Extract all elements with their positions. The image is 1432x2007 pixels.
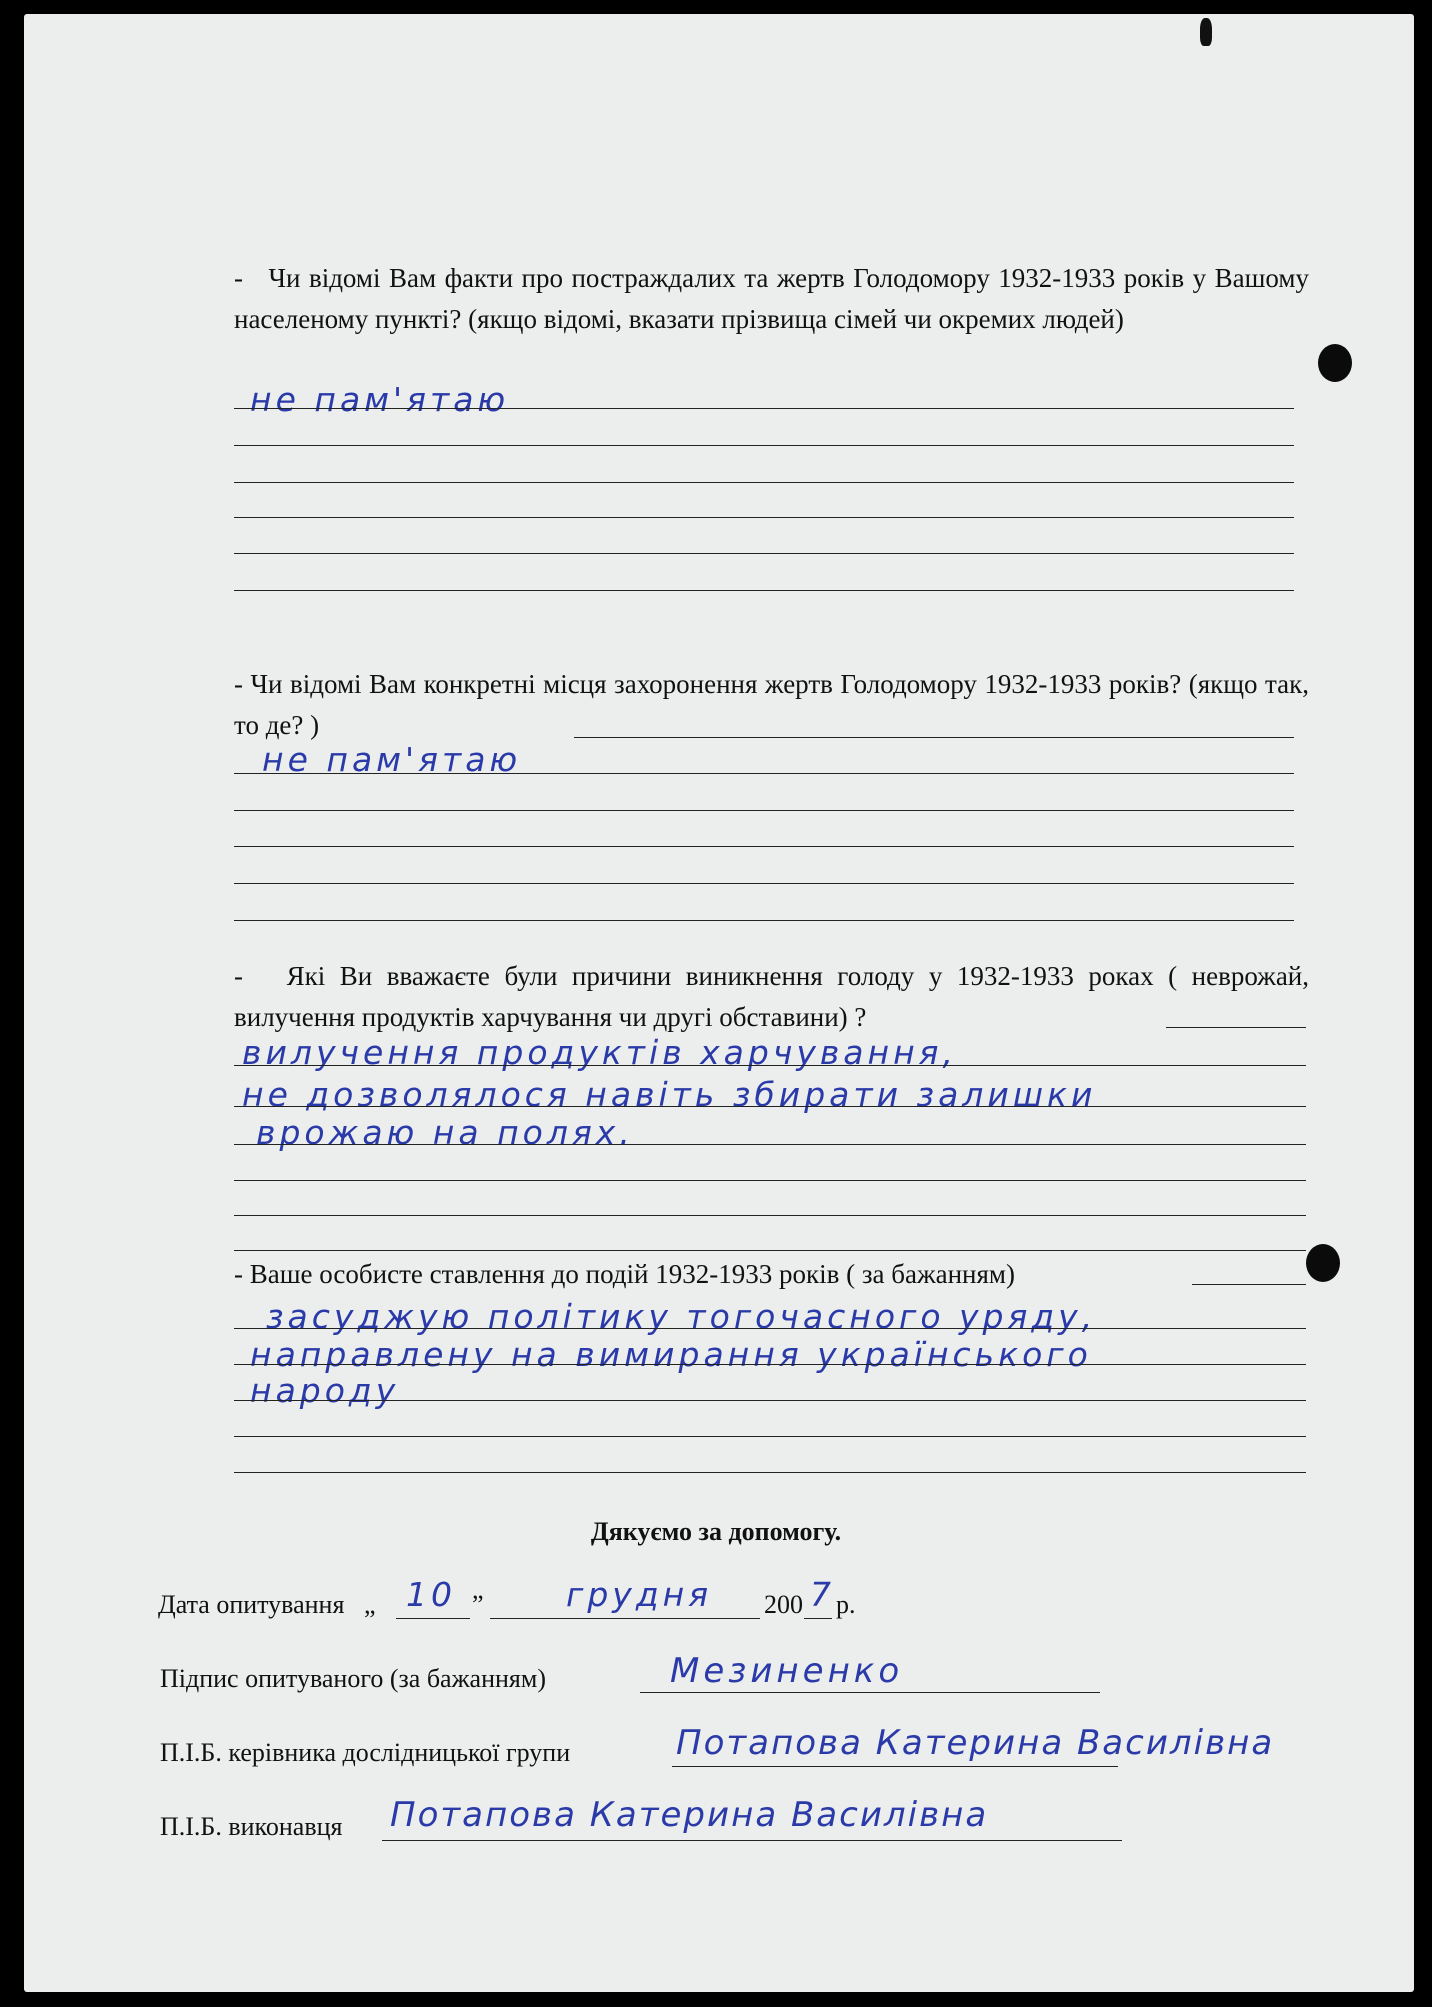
answer-line bbox=[234, 1106, 1306, 1107]
question-1-text: - Чи відомі Вам факти про постраждалих та жертв Голодомору 1932-1933 років у Вашому населеному пункті? (якщо відомі, вказати прізвища сімей чи окремих людей) bbox=[234, 263, 1309, 334]
question-4-text: - Ваше особисте ставлення до подій 1932-1933 років ( за бажанням) bbox=[234, 1259, 1015, 1289]
date-close-quote: ” bbox=[472, 1590, 484, 1619]
thanks-heading: Дякуємо за допомогу. bbox=[590, 1517, 842, 1546]
answer-line bbox=[574, 737, 1294, 738]
answer-line bbox=[234, 408, 1294, 409]
answer-line bbox=[234, 883, 1294, 884]
answer-line bbox=[234, 1144, 1306, 1145]
respondent-signature-line bbox=[640, 1692, 1100, 1693]
answer-line bbox=[234, 517, 1294, 518]
punch-hole-top bbox=[1318, 344, 1352, 382]
date-open-quote: „ bbox=[364, 1590, 376, 1619]
respondent-signature: Мезиненко bbox=[670, 1651, 904, 1691]
executor-line bbox=[382, 1840, 1122, 1841]
pin-mark bbox=[1200, 18, 1212, 46]
date-year-line bbox=[804, 1618, 832, 1619]
date-day: 10 bbox=[406, 1575, 456, 1614]
group-leader-line bbox=[672, 1766, 1118, 1767]
answer-line bbox=[234, 1472, 1306, 1473]
date-day-line bbox=[396, 1618, 470, 1619]
answer-line bbox=[234, 1400, 1306, 1401]
date-month: грудня bbox=[566, 1575, 713, 1614]
answer-line bbox=[234, 482, 1294, 483]
date-month-line bbox=[490, 1618, 760, 1619]
answer-line bbox=[234, 1215, 1306, 1216]
question-2-text bbox=[234, 664, 1309, 746]
question-3-answer-line-3: врожаю на полях. bbox=[256, 1113, 634, 1152]
answer-line bbox=[234, 1328, 1306, 1329]
question-3-answer-line-1: вилучення продуктів харчування, bbox=[242, 1033, 958, 1072]
question-4-answer-line-2: направлену на вимирання українського bbox=[250, 1335, 1092, 1374]
answer-line bbox=[234, 1065, 1306, 1066]
answer-line bbox=[234, 810, 1294, 811]
answer-line bbox=[1192, 1284, 1306, 1285]
answer-line bbox=[234, 1180, 1306, 1181]
punch-hole-bottom bbox=[1306, 1244, 1340, 1282]
executor-name: Потапова Катерина Василівна bbox=[390, 1795, 989, 1835]
date-label: Дата опитування bbox=[158, 1590, 345, 1619]
question-3-answer-line-2: не дозволялося навіть збирати залишки bbox=[242, 1075, 1097, 1114]
question-2-answer-line-1: не пам'ятаю bbox=[262, 740, 522, 779]
answer-line bbox=[234, 1436, 1306, 1437]
question-4-answer-line-3: народу bbox=[250, 1371, 400, 1410]
question-4-answer-line-1: засуджую політику тогочасного уряду, bbox=[266, 1297, 1097, 1336]
answer-line bbox=[234, 1364, 1306, 1365]
answer-line bbox=[234, 773, 1294, 774]
question-1-answer-line-1: не пам'ятаю bbox=[250, 380, 510, 419]
answer-line bbox=[1166, 1027, 1306, 1028]
date-year-digit: 7 bbox=[810, 1575, 835, 1614]
answer-line bbox=[234, 590, 1294, 591]
group-leader-label: П.І.Б. керівника дослідницької групи bbox=[160, 1738, 571, 1767]
answer-line bbox=[234, 553, 1294, 554]
respondent-signature-label: Підпис опитуваного (за бажанням) bbox=[160, 1664, 546, 1693]
question-2-prompt: - Чи відомі Вам конкретні місця захоронення жертв Голодомору 1932-1933 років? (якщо так, то де? ) bbox=[234, 669, 1309, 740]
executor-label: П.І.Б. виконавця bbox=[160, 1812, 343, 1841]
date-suffix: р. bbox=[836, 1590, 856, 1619]
answer-line bbox=[234, 846, 1294, 847]
answer-line bbox=[234, 445, 1294, 446]
date-year-prefix: 200 bbox=[764, 1590, 803, 1619]
answer-line bbox=[234, 920, 1294, 921]
group-leader-name: Потапова Катерина Василівна bbox=[676, 1723, 1275, 1763]
answer-line bbox=[234, 1250, 1306, 1251]
question-3-text: - Які Ви вважаєте були причини виникнення голоду у 1932-1933 роках ( неврожай, вилучення продуктів харчування чи другі обставини) ? bbox=[234, 961, 1309, 1032]
